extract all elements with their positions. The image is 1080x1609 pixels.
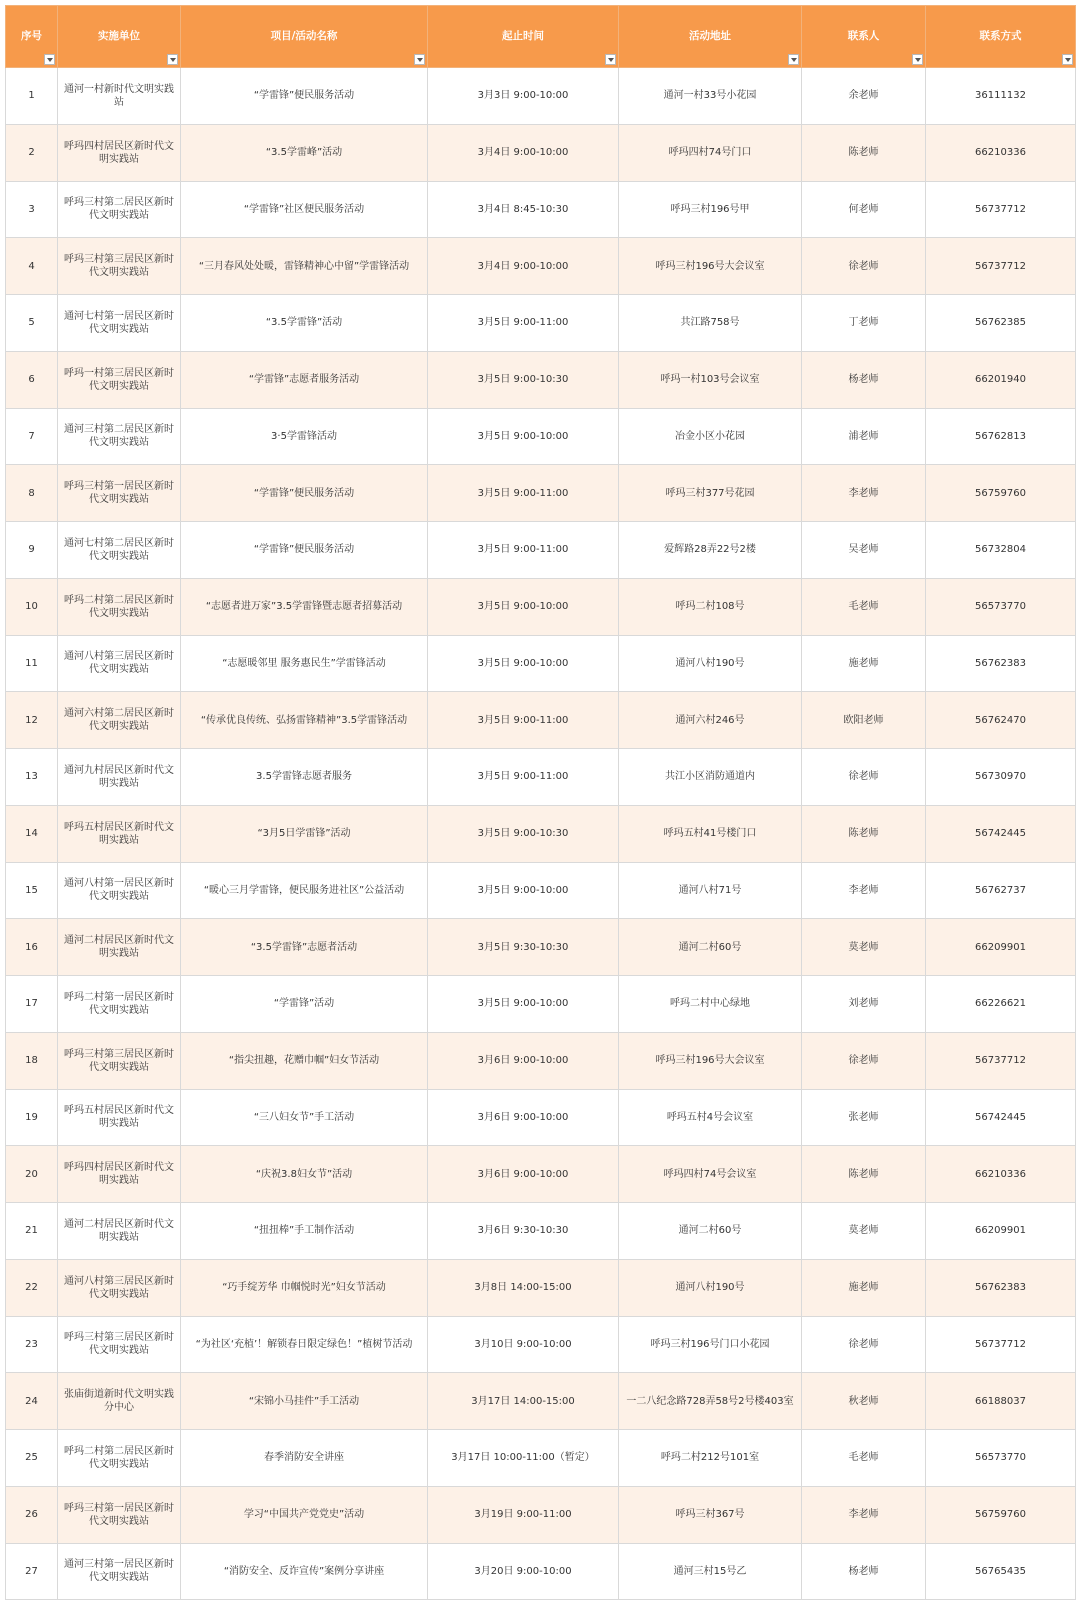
cell-unit[interactable]: 呼玛三村第三居民区新时代文明实践站: [58, 1032, 181, 1089]
cell-address[interactable]: 通河八村190号: [619, 635, 802, 692]
cell-contact[interactable]: 陈老师: [802, 805, 926, 862]
table-row: [6, 124, 1076, 181]
cell-number[interactable]: 2: [6, 124, 58, 181]
cell-contact[interactable]: 施老师: [802, 1259, 926, 1316]
header-cell-activity-name: [181, 6, 428, 68]
cell-unit[interactable]: 呼玛二村第二居民区新时代文明实践站: [58, 578, 181, 635]
cell-address[interactable]: 共江路758号: [619, 295, 802, 352]
cell-unit[interactable]: 通河三村第一居民区新时代文明实践站: [58, 1543, 181, 1600]
cell-unit[interactable]: 呼玛三村第二居民区新时代文明实践站: [58, 181, 181, 238]
table-row: [6, 1430, 1076, 1487]
table-row: [6, 522, 1076, 579]
filter-dropdown-icon[interactable]: [44, 54, 55, 65]
cell-address[interactable]: 呼玛三村196号大会议室: [619, 238, 802, 295]
cell-phone[interactable]: 56762383: [926, 635, 1076, 692]
cell-time[interactable]: 3月4日 8:45-10:30: [428, 181, 619, 238]
cell-time[interactable]: 3月5日 9:00-10:00: [428, 578, 619, 635]
cell-activity-name[interactable]: 3·5学雷锋活动: [181, 408, 428, 465]
cell-phone[interactable]: 56732804: [926, 522, 1076, 579]
cell-time[interactable]: 3月6日 9:00-10:00: [428, 1032, 619, 1089]
cell-number[interactable]: 20: [6, 1146, 58, 1203]
table-row: [6, 408, 1076, 465]
cell-address[interactable]: 通河六村246号: [619, 692, 802, 749]
header-row: [6, 6, 1076, 68]
cell-time[interactable]: 3月4日 9:00-10:00: [428, 238, 619, 295]
table-row: [6, 295, 1076, 352]
cell-activity-name[interactable]: “3.5学雷锋”志愿者活动: [181, 919, 428, 976]
table-row: [6, 1316, 1076, 1373]
cell-contact[interactable]: 陈老师: [802, 124, 926, 181]
cell-address[interactable]: 通河一村33号小花园: [619, 68, 802, 125]
table-row: [6, 578, 1076, 635]
filter-dropdown-icon[interactable]: [912, 54, 923, 65]
activity-schedule-sheet: [5, 5, 1075, 1600]
cell-unit[interactable]: 通河七村第一居民区新时代文明实践站: [58, 295, 181, 352]
cell-time[interactable]: 3月6日 9:30-10:30: [428, 1203, 619, 1260]
cell-time[interactable]: 3月5日 9:00-10:00: [428, 408, 619, 465]
cell-contact[interactable]: 李老师: [802, 862, 926, 919]
cell-contact[interactable]: 李老师: [802, 465, 926, 522]
cell-address[interactable]: 共江小区消防通道内: [619, 749, 802, 806]
cell-number[interactable]: 19: [6, 1089, 58, 1146]
header-label: 活动地址: [689, 30, 731, 42]
filter-dropdown-icon[interactable]: [414, 54, 425, 65]
cell-contact[interactable]: 徐老师: [802, 1032, 926, 1089]
cell-unit[interactable]: 呼玛二村第二居民区新时代文明实践站: [58, 1430, 181, 1487]
table-row: [6, 181, 1076, 238]
cell-activity-name[interactable]: “三八妇女节”手工活动: [181, 1089, 428, 1146]
cell-phone[interactable]: 56762813: [926, 408, 1076, 465]
activity-table: [5, 5, 1076, 1600]
cell-activity-name[interactable]: “3月5日学雷锋”活动: [181, 805, 428, 862]
cell-phone[interactable]: 66201940: [926, 351, 1076, 408]
cell-number[interactable]: 18: [6, 1032, 58, 1089]
header-cell-contact: [802, 6, 926, 68]
cell-activity-name[interactable]: “学雷锋”志愿者服务活动: [181, 351, 428, 408]
cell-time[interactable]: 3月4日 9:00-10:00: [428, 124, 619, 181]
cell-address[interactable]: 呼玛三村377号花园: [619, 465, 802, 522]
cell-address[interactable]: 冶金小区小花园: [619, 408, 802, 465]
cell-activity-name[interactable]: “学雷锋”社区便民服务活动: [181, 181, 428, 238]
cell-unit[interactable]: 呼玛三村第三居民区新时代文明实践站: [58, 238, 181, 295]
cell-unit[interactable]: 呼玛三村第一居民区新时代文明实践站: [58, 465, 181, 522]
cell-time[interactable]: 3月17日 10:00-11:00（暂定）: [428, 1430, 619, 1487]
header-cell-number: [6, 6, 58, 68]
cell-contact[interactable]: 陈老师: [802, 1146, 926, 1203]
header-cell-time: [428, 6, 619, 68]
cell-time[interactable]: 3月5日 9:00-10:00: [428, 635, 619, 692]
cell-number[interactable]: 11: [6, 635, 58, 692]
cell-activity-name[interactable]: “指尖扭趣，花赠巾帼”妇女节活动: [181, 1032, 428, 1089]
header-cell-phone: [926, 6, 1076, 68]
cell-time[interactable]: 3月5日 9:00-11:00: [428, 749, 619, 806]
cell-time[interactable]: 3月5日 9:00-10:00: [428, 862, 619, 919]
cell-phone[interactable]: 56765435: [926, 1543, 1076, 1600]
cell-address[interactable]: 呼玛三村367号: [619, 1486, 802, 1543]
table-row: [6, 635, 1076, 692]
cell-number[interactable]: 10: [6, 578, 58, 635]
cell-number[interactable]: 6: [6, 351, 58, 408]
cell-address[interactable]: 通河二村60号: [619, 1203, 802, 1260]
cell-activity-name[interactable]: 学习“中国共产党党史”活动: [181, 1486, 428, 1543]
table-row: [6, 351, 1076, 408]
table-body: [6, 68, 1076, 1600]
cell-phone[interactable]: 56759760: [926, 465, 1076, 522]
cell-unit[interactable]: 呼玛一村第三居民区新时代文明实践站: [58, 351, 181, 408]
cell-unit[interactable]: 通河二村居民区新时代文明实践站: [58, 919, 181, 976]
cell-activity-name[interactable]: “庆祝3.8妇女节”活动: [181, 1146, 428, 1203]
cell-address[interactable]: 通河三村15号乙: [619, 1543, 802, 1600]
cell-number[interactable]: 8: [6, 465, 58, 522]
cell-number[interactable]: 12: [6, 692, 58, 749]
cell-time[interactable]: 3月10日 9:00-10:00: [428, 1316, 619, 1373]
table-row: [6, 238, 1076, 295]
cell-phone[interactable]: 66209901: [926, 919, 1076, 976]
cell-phone[interactable]: 56730970: [926, 749, 1076, 806]
table-row: [6, 692, 1076, 749]
cell-contact[interactable]: 施老师: [802, 635, 926, 692]
cell-number[interactable]: 26: [6, 1486, 58, 1543]
header-label: 联系方式: [979, 30, 1022, 42]
table-row: [6, 465, 1076, 522]
cell-time[interactable]: 3月17日 14:00-15:00: [428, 1373, 619, 1430]
cell-unit[interactable]: 通河二村居民区新时代文明实践站: [58, 1203, 181, 1260]
cell-phone[interactable]: 66210336: [926, 124, 1076, 181]
cell-contact[interactable]: 杨老师: [802, 1543, 926, 1600]
cell-activity-name[interactable]: “3.5学雷峰”活动: [181, 124, 428, 181]
cell-number[interactable]: 21: [6, 1203, 58, 1260]
cell-address[interactable]: 爱辉路28弄22号2楼: [619, 522, 802, 579]
header-label: 起止时间: [502, 30, 544, 42]
cell-number[interactable]: 4: [6, 238, 58, 295]
cell-activity-name[interactable]: “3.5学雷锋”活动: [181, 295, 428, 352]
table-row: [6, 976, 1076, 1033]
cell-activity-name[interactable]: “为社区‘充植’！解锁春日限定绿色！”植树节活动: [181, 1316, 428, 1373]
header-label: 序号: [21, 30, 42, 42]
cell-number[interactable]: 7: [6, 408, 58, 465]
cell-phone[interactable]: 66188037: [926, 1373, 1076, 1430]
filter-dropdown-icon[interactable]: [167, 54, 178, 65]
cell-unit[interactable]: 通河六村第二居民区新时代文明实践站: [58, 692, 181, 749]
header-cell-address: [619, 6, 802, 68]
cell-phone[interactable]: 36111132: [926, 68, 1076, 125]
cell-activity-name[interactable]: “学雷锋”便民服务活动: [181, 68, 428, 125]
cell-number[interactable]: 14: [6, 805, 58, 862]
header-label: 联系人: [847, 30, 880, 42]
table-row: [6, 805, 1076, 862]
cell-contact[interactable]: 丁老师: [802, 295, 926, 352]
table-row: [6, 749, 1076, 806]
cell-contact[interactable]: 徐老师: [802, 749, 926, 806]
cell-contact[interactable]: 张老师: [802, 1089, 926, 1146]
cell-activity-name[interactable]: “扭扭棒”手工制作活动: [181, 1203, 428, 1260]
cell-unit[interactable]: 呼玛四村居民区新时代文明实践站: [58, 1146, 181, 1203]
cell-address[interactable]: 通河八村190号: [619, 1259, 802, 1316]
cell-time[interactable]: 3月5日 9:00-11:00: [428, 295, 619, 352]
cell-activity-name[interactable]: “三月春风处处暖，雷锋精神心中留”学雷锋活动: [181, 238, 428, 295]
cell-time[interactable]: 3月5日 9:00-11:00: [428, 465, 619, 522]
cell-unit[interactable]: 呼玛四村居民区新时代文明实践站: [58, 124, 181, 181]
filter-dropdown-icon[interactable]: [1062, 54, 1073, 65]
cell-activity-name[interactable]: “学雷锋”便民服务活动: [181, 465, 428, 522]
cell-phone[interactable]: 56737712: [926, 1032, 1076, 1089]
cell-address[interactable]: 呼玛五村41号楼门口: [619, 805, 802, 862]
cell-time[interactable]: 3月5日 9:00-11:00: [428, 522, 619, 579]
cell-phone[interactable]: 66226621: [926, 976, 1076, 1033]
cell-unit[interactable]: 通河九村居民区新时代文明实践站: [58, 749, 181, 806]
cell-address[interactable]: 一二八纪念路728弄58号2号楼403室: [619, 1373, 802, 1430]
cell-contact[interactable]: 浦老师: [802, 408, 926, 465]
cell-time[interactable]: 3月5日 9:30-10:30: [428, 919, 619, 976]
cell-address[interactable]: 通河二村60号: [619, 919, 802, 976]
cell-address[interactable]: 呼玛五村4号会议室: [619, 1089, 802, 1146]
cell-number[interactable]: 24: [6, 1373, 58, 1430]
cell-contact[interactable]: 徐老师: [802, 1316, 926, 1373]
cell-address[interactable]: 呼玛三村196号门口小花园: [619, 1316, 802, 1373]
table-row: [6, 1543, 1076, 1600]
cell-number[interactable]: 27: [6, 1543, 58, 1600]
cell-contact[interactable]: 李老师: [802, 1486, 926, 1543]
cell-time[interactable]: 3月5日 9:00-11:00: [428, 692, 619, 749]
cell-phone[interactable]: 56573770: [926, 1430, 1076, 1487]
cell-time[interactable]: 3月8日 14:00-15:00: [428, 1259, 619, 1316]
cell-contact[interactable]: 欧阳老师: [802, 692, 926, 749]
cell-contact[interactable]: 毛老师: [802, 578, 926, 635]
cell-address[interactable]: 呼玛三村196号大会议室: [619, 1032, 802, 1089]
cell-activity-name[interactable]: “志愿者进万家”3.5学雷锋暨志愿者招募活动: [181, 578, 428, 635]
cell-address[interactable]: 呼玛二村108号: [619, 578, 802, 635]
cell-contact[interactable]: 毛老师: [802, 1430, 926, 1487]
cell-time[interactable]: 3月6日 9:00-10:00: [428, 1089, 619, 1146]
cell-phone[interactable]: 56762470: [926, 692, 1076, 749]
cell-address[interactable]: 通河八村71号: [619, 862, 802, 919]
cell-unit[interactable]: 张庙街道新时代文明实践分中心: [58, 1373, 181, 1430]
cell-unit[interactable]: 通河八村第三居民区新时代文明实践站: [58, 635, 181, 692]
cell-number[interactable]: 5: [6, 295, 58, 352]
table-row: [6, 919, 1076, 976]
table-row: [6, 1203, 1076, 1260]
cell-activity-name[interactable]: “学雷锋”便民服务活动: [181, 522, 428, 579]
cell-contact[interactable]: 莫老师: [802, 919, 926, 976]
filter-dropdown-icon[interactable]: [605, 54, 616, 65]
cell-address[interactable]: 呼玛三村196号甲: [619, 181, 802, 238]
cell-number[interactable]: 17: [6, 976, 58, 1033]
cell-phone[interactable]: 56762737: [926, 862, 1076, 919]
cell-contact[interactable]: 刘老师: [802, 976, 926, 1033]
cell-number[interactable]: 16: [6, 919, 58, 976]
cell-time[interactable]: 3月5日 9:00-10:00: [428, 976, 619, 1033]
cell-phone[interactable]: 56737712: [926, 181, 1076, 238]
cell-activity-name[interactable]: “消防安全、反诈宣传”案例分享讲座: [181, 1543, 428, 1600]
cell-activity-name[interactable]: “巧手绽芳华 巾帼悦时光”妇女节活动: [181, 1259, 428, 1316]
cell-contact[interactable]: 徐老师: [802, 238, 926, 295]
cell-number[interactable]: 1: [6, 68, 58, 125]
cell-address[interactable]: 呼玛一村103号会议室: [619, 351, 802, 408]
cell-number[interactable]: 23: [6, 1316, 58, 1373]
cell-activity-name[interactable]: “学雷锋”活动: [181, 976, 428, 1033]
cell-phone[interactable]: 56742445: [926, 805, 1076, 862]
cell-phone[interactable]: 56762385: [926, 295, 1076, 352]
cell-unit[interactable]: 通河三村第二居民区新时代文明实践站: [58, 408, 181, 465]
cell-time[interactable]: 3月20日 9:00-10:00: [428, 1543, 619, 1600]
cell-time[interactable]: 3月5日 9:00-10:30: [428, 351, 619, 408]
header-label: 实施单位: [98, 30, 140, 42]
cell-number[interactable]: 22: [6, 1259, 58, 1316]
cell-contact[interactable]: 杨老师: [802, 351, 926, 408]
table-row: [6, 862, 1076, 919]
cell-phone[interactable]: 56737712: [926, 238, 1076, 295]
cell-number[interactable]: 3: [6, 181, 58, 238]
cell-unit[interactable]: 呼玛五村居民区新时代文明实践站: [58, 805, 181, 862]
cell-number[interactable]: 25: [6, 1430, 58, 1487]
cell-activity-name[interactable]: 春季消防安全讲座: [181, 1430, 428, 1487]
cell-phone[interactable]: 66210336: [926, 1146, 1076, 1203]
cell-time[interactable]: 3月3日 9:00-10:00: [428, 68, 619, 125]
cell-phone[interactable]: 56737712: [926, 1316, 1076, 1373]
cell-phone[interactable]: 56762383: [926, 1259, 1076, 1316]
cell-unit[interactable]: 呼玛三村第三居民区新时代文明实践站: [58, 1316, 181, 1373]
cell-contact[interactable]: 余老师: [802, 68, 926, 125]
cell-unit[interactable]: 呼玛三村第一居民区新时代文明实践站: [58, 1486, 181, 1543]
table-row: [6, 1486, 1076, 1543]
cell-address[interactable]: 呼玛四村74号门口: [619, 124, 802, 181]
cell-unit[interactable]: 呼玛二村第一居民区新时代文明实践站: [58, 976, 181, 1033]
cell-number[interactable]: 15: [6, 862, 58, 919]
filter-dropdown-icon[interactable]: [788, 54, 799, 65]
cell-contact[interactable]: 秋老师: [802, 1373, 926, 1430]
cell-address[interactable]: 呼玛二村中心绿地: [619, 976, 802, 1033]
header-label: 项目/活动名称: [270, 30, 338, 42]
cell-activity-name[interactable]: “暖心三月学雷锋，便民服务进社区”公益活动: [181, 862, 428, 919]
cell-activity-name[interactable]: “志愿暖邻里 服务惠民生”学雷锋活动: [181, 635, 428, 692]
cell-phone[interactable]: 56573770: [926, 578, 1076, 635]
cell-unit[interactable]: 通河七村第二居民区新时代文明实践站: [58, 522, 181, 579]
table-row: [6, 1259, 1076, 1316]
cell-phone[interactable]: 56759760: [926, 1486, 1076, 1543]
cell-number[interactable]: 13: [6, 749, 58, 806]
cell-contact[interactable]: 吴老师: [802, 522, 926, 579]
cell-unit[interactable]: 呼玛五村居民区新时代文明实践站: [58, 1089, 181, 1146]
cell-address[interactable]: 呼玛四村74号会议室: [619, 1146, 802, 1203]
cell-unit[interactable]: 通河八村第一居民区新时代文明实践站: [58, 862, 181, 919]
cell-phone[interactable]: 66209901: [926, 1203, 1076, 1260]
table-row: [6, 1373, 1076, 1430]
cell-contact[interactable]: 莫老师: [802, 1203, 926, 1260]
table-row: [6, 1032, 1076, 1089]
table-row: [6, 1146, 1076, 1203]
table-row: [6, 68, 1076, 125]
cell-phone[interactable]: 56742445: [926, 1089, 1076, 1146]
cell-time[interactable]: 3月5日 9:00-10:30: [428, 805, 619, 862]
cell-activity-name[interactable]: 3.5学雷锋志愿者服务: [181, 749, 428, 806]
cell-number[interactable]: 9: [6, 522, 58, 579]
cell-time[interactable]: 3月6日 9:00-10:00: [428, 1146, 619, 1203]
cell-activity-name[interactable]: “传承优良传统、弘扬雷锋精神”3.5学雷锋活动: [181, 692, 428, 749]
cell-activity-name[interactable]: “宋锦小马挂件”手工活动: [181, 1373, 428, 1430]
cell-time[interactable]: 3月19日 9:00-11:00: [428, 1486, 619, 1543]
cell-address[interactable]: 呼玛二村212号101室: [619, 1430, 802, 1487]
cell-contact[interactable]: 何老师: [802, 181, 926, 238]
cell-unit[interactable]: 通河一村新时代文明实践站: [58, 68, 181, 125]
cell-unit[interactable]: 通河八村第三居民区新时代文明实践站: [58, 1259, 181, 1316]
table-row: [6, 1089, 1076, 1146]
header-cell-unit: [58, 6, 181, 68]
